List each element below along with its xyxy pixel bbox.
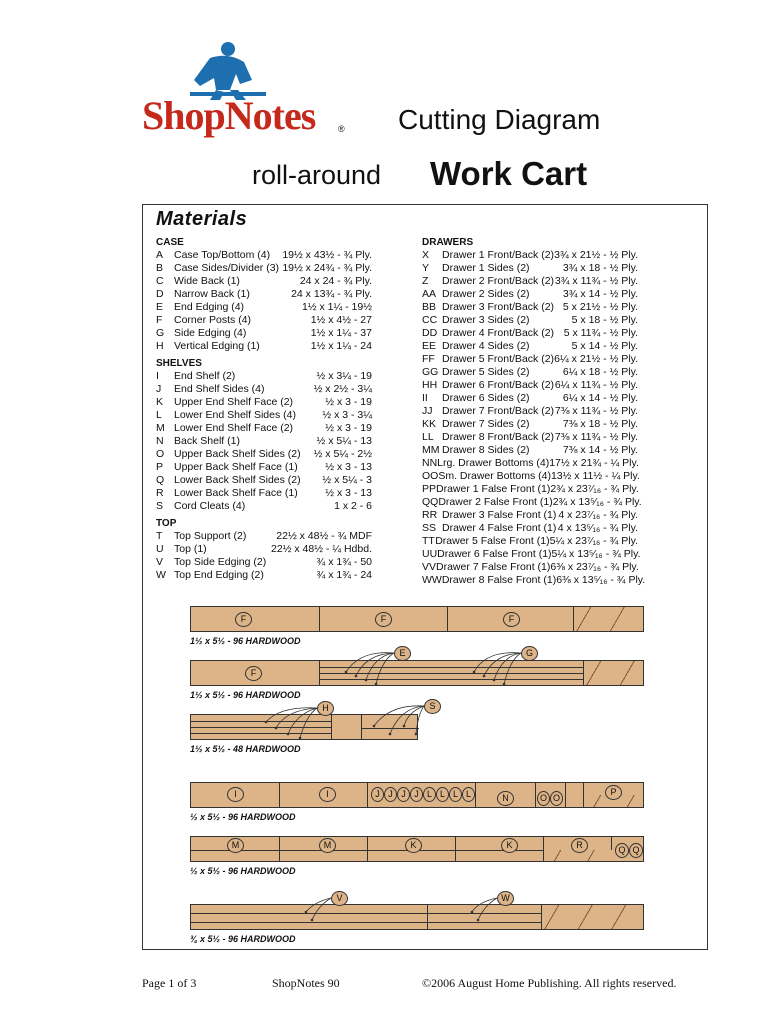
- part-letter: NN: [422, 457, 438, 469]
- part-dimensions: 5 x 11¾ - ½ Ply.: [563, 327, 638, 339]
- part-dimensions: 2¾ x 23⁷⁄₁₆ - ¾ Ply.: [550, 483, 639, 495]
- material-row: [156, 383, 372, 396]
- board-6: [190, 904, 644, 930]
- part-letter: N: [156, 435, 164, 447]
- part-dimensions: ¾ x 1¾ - 50: [316, 556, 372, 568]
- part-name: Drawer 5 Front/Back (2): [442, 353, 555, 365]
- part-letter: V: [156, 556, 164, 568]
- part-dimensions: 22½ x 48½ - ¼ Hdbd.: [271, 543, 372, 555]
- part-dimensions: 3¾ x 11¾ - ½ Ply.: [554, 275, 638, 287]
- material-row: [156, 262, 372, 275]
- board-label: ½ x 5½ - 96 HARDWOOD: [190, 812, 296, 822]
- part-letter: O: [156, 448, 165, 460]
- material-row: [156, 288, 372, 301]
- part-name: Drawer 5 Sides (2): [442, 366, 530, 378]
- logo-wordmark: ShopNotes: [142, 93, 316, 138]
- section-heading: TOP: [156, 518, 177, 529]
- part-dimensions: ½ x 3 - 19: [325, 396, 372, 408]
- part-letter: L: [156, 409, 162, 421]
- material-row: [156, 461, 372, 474]
- part-letter: I: [156, 370, 159, 382]
- part-name: Drawer 3 Sides (2): [442, 314, 530, 326]
- material-row: [156, 327, 372, 340]
- part-letter: D: [156, 288, 164, 300]
- part-name: Upper End Shelf Face (2): [174, 396, 294, 408]
- part-name: Drawer 8 Sides (2): [442, 444, 530, 456]
- part-name: Drawer 1 Sides (2): [442, 262, 530, 274]
- part-label: F: [375, 612, 392, 627]
- part-letter: TT: [422, 535, 435, 547]
- part-label: N: [497, 791, 514, 806]
- material-row: [156, 569, 372, 582]
- material-row: [422, 353, 638, 366]
- part-dimensions: ½ x 3 - 13: [325, 487, 372, 499]
- part-dimensions: 6⅜ x 13⁵⁄₁₆ - ¾ Ply.: [556, 574, 646, 586]
- material-row: [422, 522, 638, 535]
- part-name: Drawer 1 False Front (1): [436, 483, 551, 495]
- part-dimensions: 5¼ x 13⁵⁄₁₆ - ¾ Ply.: [551, 548, 641, 560]
- part-name: Case Sides/Divider (3): [174, 262, 280, 274]
- part-name: Drawer 4 Front/Back (2): [442, 327, 555, 339]
- material-row: [156, 556, 372, 569]
- part-name: Lower Back Shelf Sides (2): [174, 474, 301, 486]
- material-row: [156, 340, 372, 353]
- part-dimensions: 6⅜ x 23⁷⁄₁₆ - ¾ Ply.: [550, 561, 639, 573]
- part-letter: BB: [422, 301, 437, 313]
- material-row: [156, 396, 372, 409]
- part-letter: KK: [422, 418, 437, 430]
- board-2: [190, 660, 644, 686]
- part-name: Side Edging (4): [174, 327, 247, 339]
- part-letter: WW: [422, 574, 442, 586]
- material-row: [156, 435, 372, 448]
- board-label: ¾ x 5½ - 96 HARDWOOD: [190, 934, 296, 944]
- board-3: [190, 714, 418, 740]
- part-name: Upper Back Shelf Face (1): [174, 461, 298, 473]
- part-name: Corner Posts (4): [174, 314, 252, 326]
- part-letter: T: [156, 530, 163, 542]
- part-label: L: [423, 787, 436, 802]
- part-label: H: [317, 701, 334, 716]
- part-label: F: [235, 612, 252, 627]
- material-row: [422, 548, 641, 561]
- material-row: [422, 366, 638, 379]
- material-row: [422, 301, 638, 314]
- part-label: P: [605, 785, 622, 800]
- board-label: 1½ x 5½ - 96 HARDWOOD: [190, 690, 301, 700]
- material-row: [422, 340, 638, 353]
- part-dimensions: 7⅜ x 11¾ - ½ Ply.: [554, 405, 638, 417]
- part-name: End Shelf (2): [174, 370, 236, 382]
- material-row: [422, 418, 638, 431]
- part-name: Drawer 6 Front/Back (2): [442, 379, 555, 391]
- part-name: Drawer 4 False Front (1): [442, 522, 557, 534]
- part-name: Drawer 3 Front/Back (2): [442, 301, 555, 313]
- material-row: [156, 301, 372, 314]
- material-row: [156, 409, 372, 422]
- part-label: L: [449, 787, 462, 802]
- material-row: [422, 444, 638, 457]
- part-letter: SS: [422, 522, 437, 534]
- part-dimensions: 7⅜ x 18 - ½ Ply.: [562, 418, 638, 430]
- part-dimensions: 7⅜ x 14 - ½ Ply.: [562, 444, 638, 456]
- part-label: W: [497, 891, 514, 906]
- registered-mark: ®: [338, 124, 345, 134]
- part-dimensions: 6¼ x 18 - ½ Ply.: [562, 366, 638, 378]
- part-dimensions: ½ x 5¼ - 2½: [313, 448, 372, 460]
- material-row: [156, 249, 372, 262]
- part-name: Wide Back (1): [174, 275, 240, 287]
- material-row: [422, 457, 638, 470]
- material-row: [422, 483, 638, 496]
- part-name: Cord Cleats (4): [174, 500, 246, 512]
- part-name: Drawer 2 Front/Back (2): [442, 275, 555, 287]
- part-letter: M: [156, 422, 165, 434]
- part-label: M: [227, 838, 244, 853]
- material-row: [422, 561, 638, 574]
- part-label: L: [436, 787, 449, 802]
- subtitle-prefix: roll-around: [252, 160, 382, 190]
- part-dimensions: 4 x 13⁵⁄₁₆ - ¾ Ply.: [557, 522, 638, 534]
- part-letter: RR: [422, 509, 438, 521]
- part-letter: JJ: [422, 405, 433, 417]
- part-label: E: [394, 646, 411, 661]
- part-dimensions: 6¼ x 11¾ - ½ Ply.: [554, 379, 638, 391]
- part-dimensions: 1 x 2 - 6: [334, 500, 372, 512]
- part-name: Drawer 7 Sides (2): [442, 418, 530, 430]
- part-dimensions: ¾ x 1¾ - 24: [316, 569, 372, 581]
- subtitle-main: Work Cart: [430, 155, 588, 192]
- part-name: Sm. Drawer Bottoms (4): [438, 470, 551, 482]
- part-dimensions: 13½ x 11½ - ¼ Ply.: [550, 470, 640, 482]
- part-label: K: [501, 838, 518, 853]
- logo: [142, 40, 352, 140]
- part-label: I: [227, 787, 244, 802]
- part-letter: X: [422, 249, 430, 261]
- materials-left-column: [156, 236, 372, 582]
- part-letter: FF: [422, 353, 435, 365]
- material-row: [422, 327, 638, 340]
- part-label: I: [319, 787, 336, 802]
- material-row: [422, 431, 638, 444]
- material-row: [422, 496, 642, 509]
- part-name: Top Side Edging (2): [174, 556, 267, 568]
- part-dimensions: 1½ x 1¼ - 19½: [301, 301, 372, 313]
- part-name: Lower End Shelf Face (2): [174, 422, 294, 434]
- part-name: Drawer 1 Front/Back (2): [442, 249, 555, 261]
- part-letter: QQ: [422, 496, 439, 508]
- part-letter: OO: [422, 470, 439, 482]
- material-row: [156, 487, 372, 500]
- part-label: G: [521, 646, 538, 661]
- section-heading: SHELVES: [156, 358, 202, 369]
- part-letter: AA: [422, 288, 437, 300]
- part-label: J: [384, 787, 397, 802]
- part-label: V: [331, 891, 348, 906]
- section-heading: CASE: [156, 237, 184, 248]
- part-letter: G: [156, 327, 165, 339]
- part-dimensions: 17½ x 21¾ - ¼ Ply.: [549, 457, 639, 469]
- part-label: R: [571, 838, 588, 853]
- part-letter: U: [156, 543, 164, 555]
- part-dimensions: 3¾ x 18 - ½ Ply.: [562, 262, 638, 274]
- part-dimensions: 3¾ x 14 - ½ Ply.: [562, 288, 638, 300]
- part-letter: Z: [422, 275, 429, 287]
- section-heading: DRAWERS: [422, 237, 474, 248]
- part-dimensions: 19½ x 24¾ - ¾ Ply.: [282, 262, 372, 274]
- part-letter: H: [156, 340, 164, 352]
- part-letter: HH: [422, 379, 438, 391]
- materials-right-column: [422, 236, 646, 587]
- part-label: J: [410, 787, 423, 802]
- materials-heading: Materials: [156, 208, 248, 230]
- material-row: [422, 392, 638, 405]
- part-name: Drawer 3 False Front (1): [442, 509, 557, 521]
- part-name: Top Support (2): [174, 530, 247, 542]
- part-dimensions: ½ x 3 - 3¼: [322, 409, 372, 421]
- part-dimensions: ½ x 5¼ - 13: [316, 435, 372, 447]
- part-name: Drawer 8 False Front (1): [441, 574, 557, 586]
- part-name: Drawer 2 False Front (1): [438, 496, 553, 508]
- part-letter: DD: [422, 327, 438, 339]
- part-dimensions: 5¼ x 23⁷⁄₁₆ - ¾ Ply.: [549, 535, 638, 547]
- part-name: Back Shelf (1): [174, 435, 240, 447]
- part-letter: K: [156, 396, 164, 408]
- part-dimensions: 1½ x 4½ - 27: [310, 314, 372, 326]
- material-row: [422, 574, 646, 587]
- part-letter: VV: [422, 561, 437, 573]
- part-dimensions: ½ x 3¼ - 19: [316, 370, 372, 382]
- material-row: [156, 474, 372, 487]
- part-name: Upper Back Shelf Sides (2): [174, 448, 301, 460]
- material-row: [422, 405, 638, 418]
- footer-copyright: ©2006 August Home Publishing. All rights reserved.: [422, 976, 677, 990]
- material-row: [422, 314, 638, 327]
- part-dimensions: ½ x 5¼ - 3: [322, 474, 372, 486]
- part-dimensions: 2¾ x 13⁵⁄₁₆ - ¾ Ply.: [552, 496, 642, 508]
- part-label: J: [371, 787, 384, 802]
- part-label: F: [245, 666, 262, 681]
- part-dimensions: 22½ x 48½ - ¾ MDF: [276, 530, 372, 542]
- part-letter: EE: [422, 340, 437, 352]
- part-dimensions: 5 x 14 - ½ Ply.: [571, 340, 638, 352]
- part-dimensions: 4 x 23⁷⁄₁₆ - ¾ Ply.: [558, 509, 638, 521]
- part-dimensions: ½ x 3 - 13: [325, 461, 372, 473]
- board-5: [190, 836, 644, 862]
- material-row: [422, 509, 638, 522]
- part-label: O: [537, 791, 550, 806]
- part-name: Narrow Back (1): [174, 288, 250, 300]
- material-row: [422, 249, 638, 262]
- part-letter: F: [156, 314, 163, 326]
- part-letter: R: [156, 487, 164, 499]
- part-letter: Q: [156, 474, 165, 486]
- part-name: End Edging (4): [174, 301, 245, 313]
- part-name: Top (1): [174, 543, 207, 555]
- part-label: L: [462, 787, 475, 802]
- part-letter: J: [156, 383, 162, 395]
- material-row: [422, 535, 638, 548]
- material-row: [156, 448, 372, 461]
- part-dimensions: 7⅜ x 11¾ - ½ Ply.: [554, 431, 638, 443]
- material-row: [422, 470, 638, 483]
- part-letter: C: [156, 275, 164, 287]
- part-name: Drawer 7 False Front (1): [436, 561, 551, 573]
- page-title: Cutting Diagram: [398, 104, 601, 135]
- part-label: Q: [615, 843, 629, 858]
- material-row: [156, 530, 372, 543]
- part-dimensions: 3¾ x 21½ - ½ Ply.: [554, 249, 638, 261]
- part-dimensions: 24 x 24 - ¾ Ply.: [299, 275, 372, 287]
- part-letter: W: [156, 569, 166, 581]
- part-name: Drawer 6 Sides (2): [442, 392, 530, 404]
- part-name: Drawer 5 False Front (1): [435, 535, 550, 547]
- board-label: 1½ x 5½ - 48 HARDWOOD: [190, 744, 301, 754]
- part-name: Drawer 2 Sides (2): [442, 288, 530, 300]
- part-letter: Y: [422, 262, 430, 274]
- material-row: [156, 500, 372, 513]
- part-label: F: [503, 612, 520, 627]
- part-name: Drawer 7 Front/Back (2): [442, 405, 555, 417]
- part-label: Q: [629, 843, 643, 858]
- material-row: [156, 543, 372, 556]
- material-row: [156, 275, 372, 288]
- part-dimensions: 1½ x 1¼ - 24: [310, 340, 372, 352]
- part-name: Drawer 8 Front/Back (2): [442, 431, 555, 443]
- board-label: ½ x 5½ - 96 HARDWOOD: [190, 866, 296, 876]
- part-dimensions: ½ x 3 - 19: [325, 422, 372, 434]
- part-letter: P: [156, 461, 164, 473]
- part-letter: UU: [422, 548, 438, 560]
- footer-issue: ShopNotes 90: [272, 976, 340, 990]
- part-dimensions: 5 x 21½ - ½ Ply.: [562, 301, 638, 313]
- part-letter: B: [156, 262, 164, 274]
- part-dimensions: 6¼ x 14 - ½ Ply.: [562, 392, 638, 404]
- board-4: [190, 782, 644, 808]
- part-dimensions: 24 x 13¾ - ¾ Ply.: [291, 288, 372, 300]
- part-letter: GG: [422, 366, 439, 378]
- part-dimensions: 5 x 18 - ½ Ply.: [571, 314, 638, 326]
- part-name: Lrg. Drawer Bottoms (4): [437, 457, 550, 469]
- material-row: [156, 314, 372, 327]
- part-name: Drawer 6 False Front (1): [437, 548, 552, 560]
- part-name: Case Top/Bottom (4): [174, 249, 271, 261]
- board-label: 1½ x 5½ - 96 HARDWOOD: [190, 636, 301, 646]
- part-letter: CC: [422, 314, 438, 326]
- part-name: Lower Back Shelf Face (1): [174, 487, 298, 499]
- part-label: J: [397, 787, 410, 802]
- part-name: End Shelf Sides (4): [174, 383, 265, 395]
- material-row: [156, 422, 372, 435]
- part-dimensions: 19½ x 43½ - ¾ Ply.: [282, 249, 372, 261]
- part-letter: PP: [422, 483, 437, 495]
- part-dimensions: 1½ x 1¼ - 37: [310, 327, 372, 339]
- part-label: K: [405, 838, 422, 853]
- part-name: Top End Edging (2): [174, 569, 264, 581]
- part-letter: II: [422, 392, 428, 404]
- material-row: [422, 275, 638, 288]
- part-label: O: [550, 791, 563, 806]
- part-label: M: [319, 838, 336, 853]
- part-name: Vertical Edging (1): [174, 340, 260, 352]
- material-row: [422, 262, 638, 275]
- part-letter: LL: [422, 431, 434, 443]
- part-dimensions: ½ x 2½ - 3¼: [313, 383, 372, 395]
- part-name: Drawer 4 Sides (2): [442, 340, 530, 352]
- part-letter: MM: [422, 444, 440, 456]
- part-label: S: [424, 699, 441, 714]
- material-row: [422, 288, 638, 301]
- part-name: Lower End Shelf Sides (4): [174, 409, 296, 421]
- part-letter: S: [156, 500, 164, 512]
- part-letter: A: [156, 249, 164, 261]
- footer-page: Page 1 of 3: [142, 976, 197, 990]
- board-1: [190, 606, 644, 632]
- part-letter: E: [156, 301, 164, 313]
- part-dimensions: 6¼ x 21½ - ½ Ply.: [554, 353, 638, 365]
- material-row: [156, 370, 372, 383]
- material-row: [422, 379, 638, 392]
